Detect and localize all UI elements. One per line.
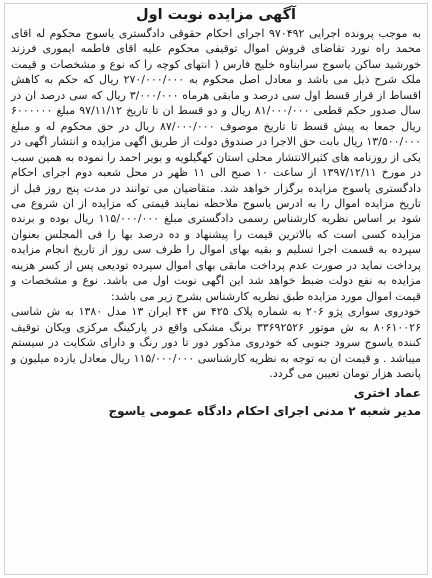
notice-paragraph-main: به موجب پرونده اجرایی ۹۷۰۴۹۲ اجرای احکام حقوقی دادگستری یاسوج محکوم له اقای محمد راه نورد تقاضای فروش اموال توقیفی محکوم علیه اقای فاطمه ایموری فرزند خورشید ساکن یاسوج سرابناوه خلیج فارس ( انتهای کوچه را که نوع و مشخصات و قیمت ملک شرح ذیل می باشد و معادل اصل محکوم به ۲۷۰/۰۰۰/۰۰۰ ریال که حکم به کاهش اقساط از قرار قسط اول سی درصد و مابقی هرماه ۳/۰۰۰/۰۰۰ ریال که سی درصد ان در سال صدور حکم قطعی ۸۱/۰۰۰/۰۰۰ ریال و دو قسط ان تا تاریخ ۹۷/۱۱/۱۲ مبلغ ۶۰۰۰۰۰۰ ریال جمعا به پیش قسط تا تاریخ موصوف ۸۷/۰۰۰/۰۰۰ ریال در حق محکوم له و مبلغ ۱۳/۵۰۰/۰۰۰ ریال بابت حق الاجرا در صندوق دولت از طریق اگهی مزایده و انتشار اگهی در یکی از روزنامه های کثیرالانتشار محلی استان کهگیلویه و بویر احمد را نموده به همین سبب در مورخ ۱۳۹۷/۱۲/۱۱ از ساعت ۱۰ صبح الی ۱۱ ظهر در محل شعبه دوم اجرای احکام دادگستری یاسوج مزایده برگزار خواهد شد. متقاضیان می توانند در مدت پنج روز قبل از تاریخ مزایده اموال را به ادرس یاسوج ملاحظه نمایند قیمتی که مزایده از ان شروع می شود بر اساس نظریه کارشناس رسمی دادگستری مبلغ ۱۱۵/۰۰۰/۰۰۰ ریال بوده و برنده مزایده کسی است که بالاترین قیمت را پیشنهاد و ده درصد بها را فی المجلس بعنوان سپرده به قسمت اجرا تسلیم و بقیه بهای اموال را ظرف سی روز از تاریخ انجام مزایده پرداخت نماید در صورت عدم پرداخت مابقی بهای اموال سپرده تودیعی پس از کسر هزینه مزایده به نفع دولت ضبط خواهد شد این اگهی نوبت اول می باشد. نوع و مشخصات و قیمت اموال مورد مزایده طبق نظریه کارشناس بشرح زیر می باشد: [11,27,422,303]
notice-title: آگهی مزایده نوبت اول [135,7,297,23]
signature-name: عماد اختری [353,386,421,401]
notice-body [11,26,421,381]
auction-notice [4,3,428,575]
signature-block [11,384,421,420]
signature-position: مدیر شعبه ۲ مدنی اجرای احکام دادگاه عمومی یاسوج [108,404,421,419]
notice-paragraph-property: خودروی سواری پژو ۲۰۶ به شماره پلاک ۴۲۵ س ۴۴ ایران ۱۳ مدل ۱۳۸۰ به ش شاسی ۸۰۶۱۰۰۲۶ به ش موتور ۳۳۶۹۲۵۲۶ برنگ مشکی واقع در پارکینگ مرکزی ویکان توقیف کننده یاسوج سرود جنوبی که خودروی مذکور دور تا دور رنگ و دارای شکایت در سیستم میباشد . و قیمت ان به توجه به نظریه کارشناسی ۱۱۵/۰۰۰/۰۰۰ ریال معادل یازده میلیون و پانصد هزار تومان تعیین می گردد. [11,305,421,380]
